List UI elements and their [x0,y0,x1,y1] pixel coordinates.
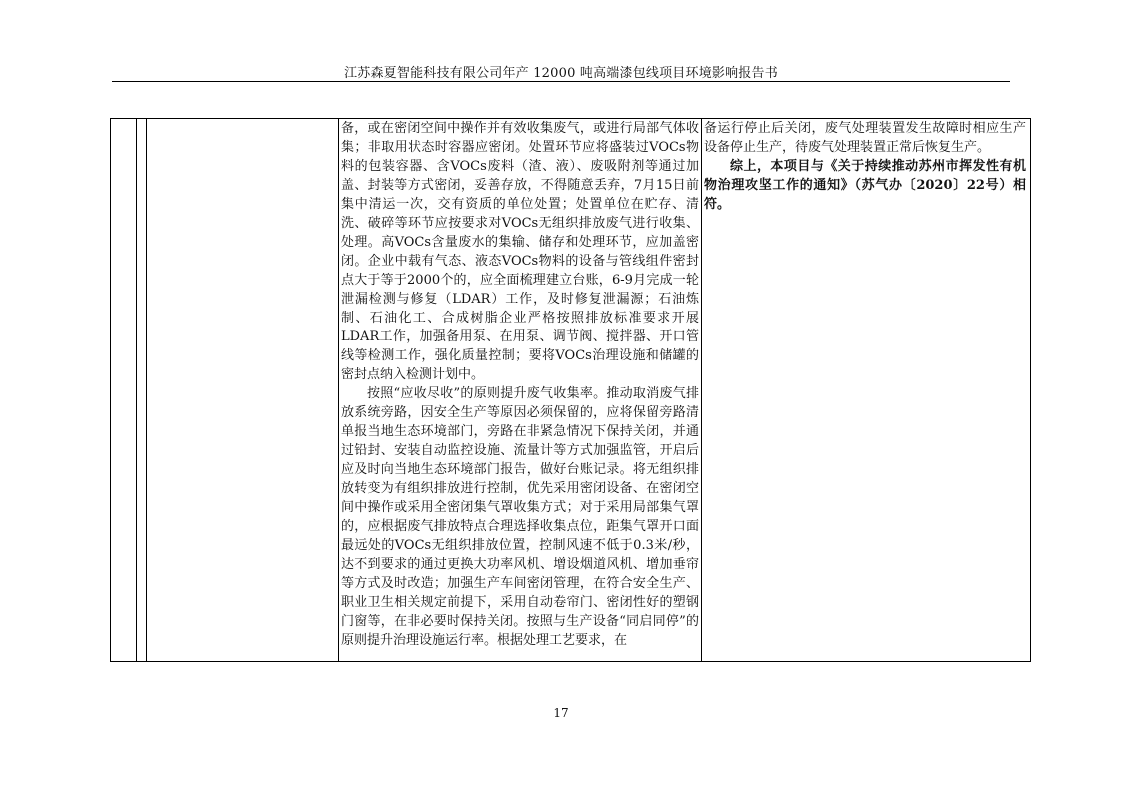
page-number: 17 [553,706,569,720]
document-header: 江苏森夏智能科技有限公司年产 12000 吨高端漆包线项目环境影响报告书 [344,66,778,81]
column-divider-4 [701,119,702,661]
header-rule [112,81,1010,82]
column-divider-1 [136,119,137,661]
project-comparison-cell [704,120,1026,215]
comparison-table [110,118,1031,662]
column-divider-2 [146,119,147,661]
conclusion-paragraph: 综上，本项目与《关于持续推动苏州市挥发性有机物治理攻坚工作的通知》（苏气办〔2020〕22号）相符。 [704,158,1026,212]
requirement-paragraph: 备，或在密闭空间中操作并有效收集废气，或进行局部气体收集；非取用状态时容器应密闭。处置环节应将盛装过VOCs物料的包装容器、含VOCs废料（渣、液）、废吸附剂等通过加盖、封装等方式密闭，妥善存放，不得随意丢弃，7月15日前集中清运一次，交有资质的单位处置；处置单位在贮存、清洗、破碎等环节应按要求对VOCs无组织排放废气进行收集、处理。高VOCs含量废水的集输、储存和处理环节，应加盖密闭。企业中载有气态、液态VOCs物料的设备与管线组件密封点大于等于2000个的，应全面梳理建立台账，6-9月完成一轮泄漏检测与修复（LDAR）工作，及时修复泄漏源；石油炼制、石油化工、合成树脂企业严格按照排放标准要求开展LDAR工作，加强备用泵、在用泵、调节阀、搅拌器、开口管线等检测工作，强化质量控制；要将VOCs治理设施和储罐的密封点纳入检测计划中。 [341,121,699,383]
column-divider-3 [338,119,339,661]
requirement-paragraph: 按照“应收尽收”的原则提升废气收集率。推动取消废气排放系统旁路，因安全生产等原因必须保留的，应将保留旁路清单报当地生态环境部门，旁路在非紧急情况下保持关闭，并通过铅封、安装自动监控设施、流量计等方式加强监管，开启后应及时向当地生态环境部门报告，做好台账记录。将无组织排放转变为有组织排放进行控制，优先采用密闭设备、在密闭空间中操作或采用全密闭集气罩收集方式；对于采用局部集气罩的，应根据废气排放特点合理选择收集点位，距集气罩开口面最远处的VOCs无组织排放位置，控制风速不低于0.3米/秒，达不到要求的通过更换大功率风机、增设烟道风机、增加垂帘等方式及时改造；加强生产车间密闭管理，在符合安全生产、职业卫生相关规定前提下，采用自动卷帘门、密闭性好的塑钢门窗等，在非必要时保持关闭。按照与生产设备“同启同停”的原则提升治理设施运行率。根据处理工艺要求，在 [341,386,699,648]
requirement-text-cell [341,120,699,651]
comparison-paragraph: 备运行停止后关闭，废气处理装置发生故障时相应生产设备停止生产，待废气处理装置正常后恢复生产。 [704,121,1026,155]
